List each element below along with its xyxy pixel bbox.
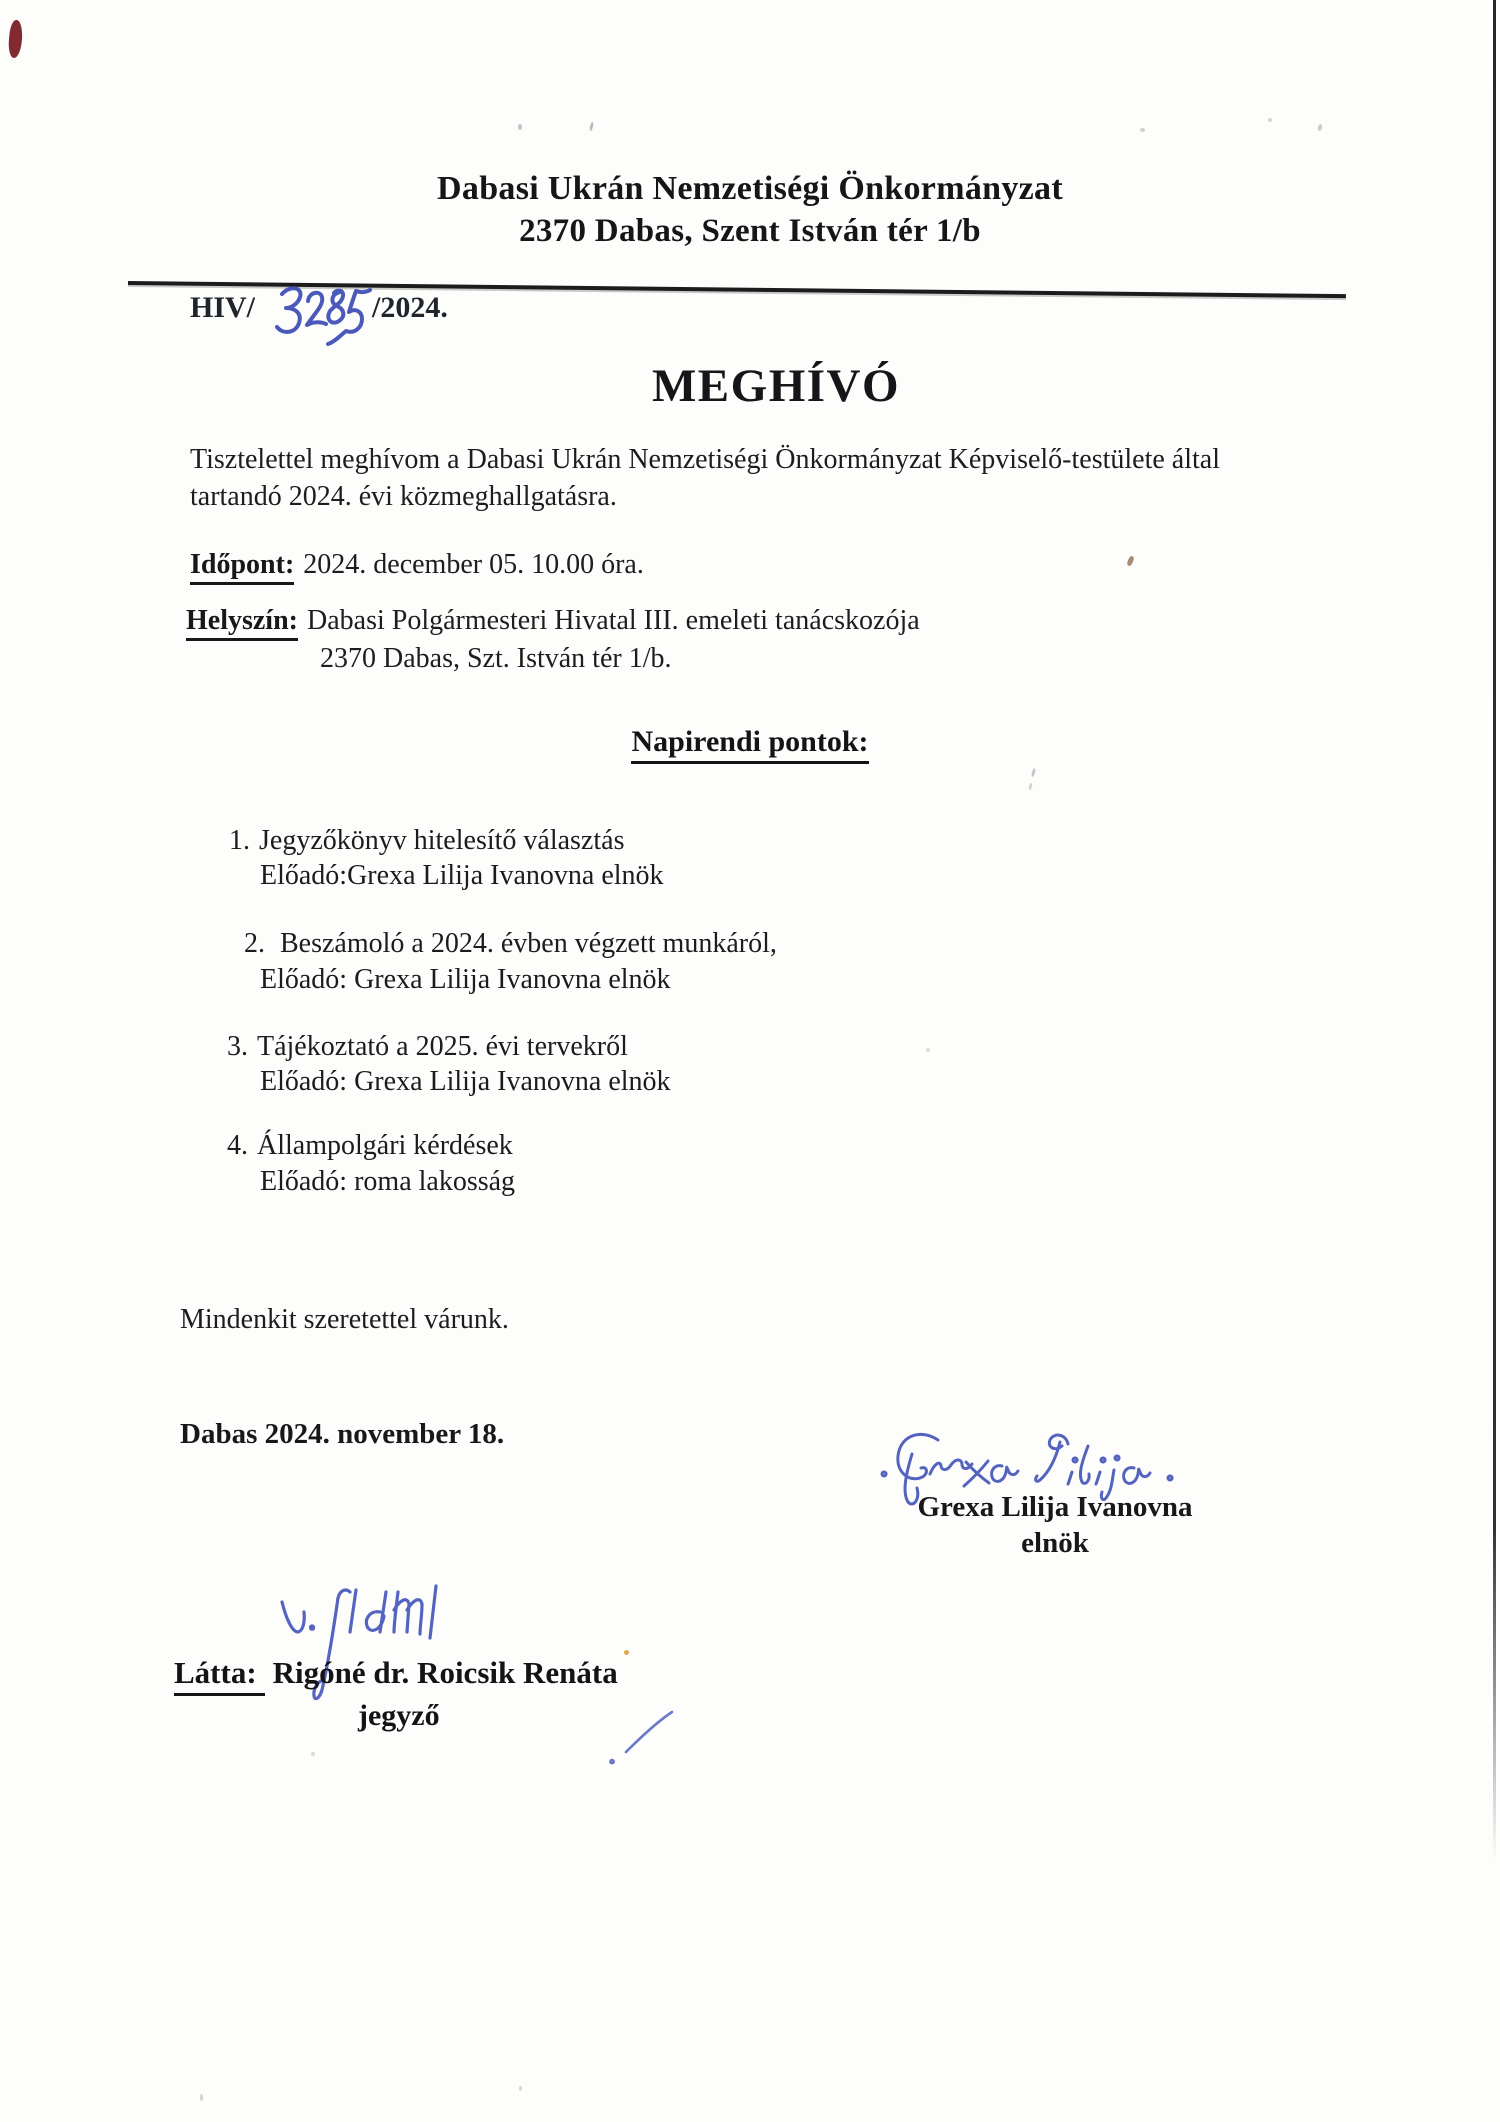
- latta-label: Látta:: [174, 1655, 265, 1696]
- scan-speck: [1031, 768, 1036, 777]
- latta-role: jegyző: [358, 1699, 440, 1732]
- agenda-item: [227, 1033, 628, 1061]
- agenda-heading: Napirendi pontok:: [631, 725, 868, 764]
- agenda-item-title: Állampolgári kérdések: [257, 1130, 513, 1161]
- scan-speck: [1126, 555, 1134, 566]
- agenda-item: [227, 1132, 513, 1160]
- scan-speck: [589, 122, 594, 131]
- location-row: [186, 607, 920, 641]
- scan-speck: [200, 2094, 203, 2101]
- signatory-role: elnök: [1021, 1527, 1089, 1559]
- scan-speck: [1140, 128, 1145, 132]
- agenda-item-number: 4.: [227, 1130, 248, 1161]
- agenda-item-title: Beszámoló a 2024. évben végzett munkáról,: [280, 928, 777, 959]
- agenda-item-number: 1.: [229, 825, 250, 856]
- scan-speck: [1268, 118, 1272, 122]
- agenda-item: [244, 930, 777, 958]
- date-line: Dabas 2024. november 18.: [180, 1418, 505, 1450]
- scan-edge-line: [1493, 0, 1496, 1860]
- agenda-item-presenter: Előadó:Grexa Lilija Ivanovna elnök: [260, 860, 664, 891]
- location-line-1: Dabasi Polgármesteri Hivatal III. emeleti tanácskozója: [307, 605, 920, 636]
- signatory-name: Grexa Lilija Ivanovna: [917, 1491, 1193, 1523]
- time-value: 2024. december 05. 10.00 óra.: [303, 549, 644, 580]
- document-title: MEGHÍVÓ: [651, 360, 901, 412]
- location-label: Helyszín:: [186, 607, 298, 641]
- agenda-item-presenter: Előadó: roma lakosság: [260, 1166, 516, 1197]
- time-label: Időpont:: [190, 551, 294, 585]
- scan-speck: [518, 124, 522, 130]
- reference-suffix: /2024.: [372, 291, 448, 324]
- agenda-item-number: 2.: [244, 928, 265, 959]
- agenda-item: [229, 827, 624, 855]
- org-address: 2370 Dabas, Szent István tér 1/b: [519, 213, 981, 249]
- agenda-item-title: Tájékoztató a 2025. évi tervekről: [257, 1031, 628, 1062]
- ink-flick-mark: [596, 1704, 686, 1774]
- agenda-item-presenter: Előadó: Grexa Lilija Ivanovna elnök: [260, 1066, 671, 1097]
- agenda-heading-wrap: [190, 727, 1310, 757]
- scan-corner-mark: [7, 20, 23, 59]
- scan-speck: [519, 2086, 522, 2091]
- reference-prefix: HIV/: [190, 291, 256, 324]
- agenda-item-presenter: Előadó: Grexa Lilija Ivanovna elnök: [260, 964, 671, 995]
- scan-speck: [1028, 783, 1033, 791]
- latta-row: [174, 1657, 618, 1688]
- org-name: Dabasi Ukrán Nemzetiségi Önkormányzat: [437, 170, 1063, 207]
- scan-speck: [624, 1650, 629, 1655]
- scan-speck: [1317, 124, 1322, 132]
- handwritten-case-number: [252, 280, 372, 356]
- intro-line: Tisztelettel meghívom a Dabasi Ukrán Nemzetiségi Önkormányzat Képviselő-testülete által: [190, 444, 1220, 475]
- agenda-item-title: Jegyzőkönyv hitelesítő választás: [259, 825, 625, 856]
- closing-text: Mindenkit szeretettel várunk.: [180, 1304, 509, 1335]
- signature-jegyzo-handwriting: [268, 1582, 468, 1712]
- agenda-item-number: 3.: [227, 1031, 248, 1062]
- time-row: [190, 551, 644, 585]
- location-line-2: 2370 Dabas, Szt. István tér 1/b.: [320, 643, 672, 674]
- intro-line: tartandó 2024. évi közmeghallgatásra.: [190, 481, 617, 512]
- latta-name: Rigóné dr. Roicsik Renáta: [272, 1655, 618, 1690]
- scan-speck: [926, 1048, 930, 1052]
- scan-speck: [311, 1752, 315, 1756]
